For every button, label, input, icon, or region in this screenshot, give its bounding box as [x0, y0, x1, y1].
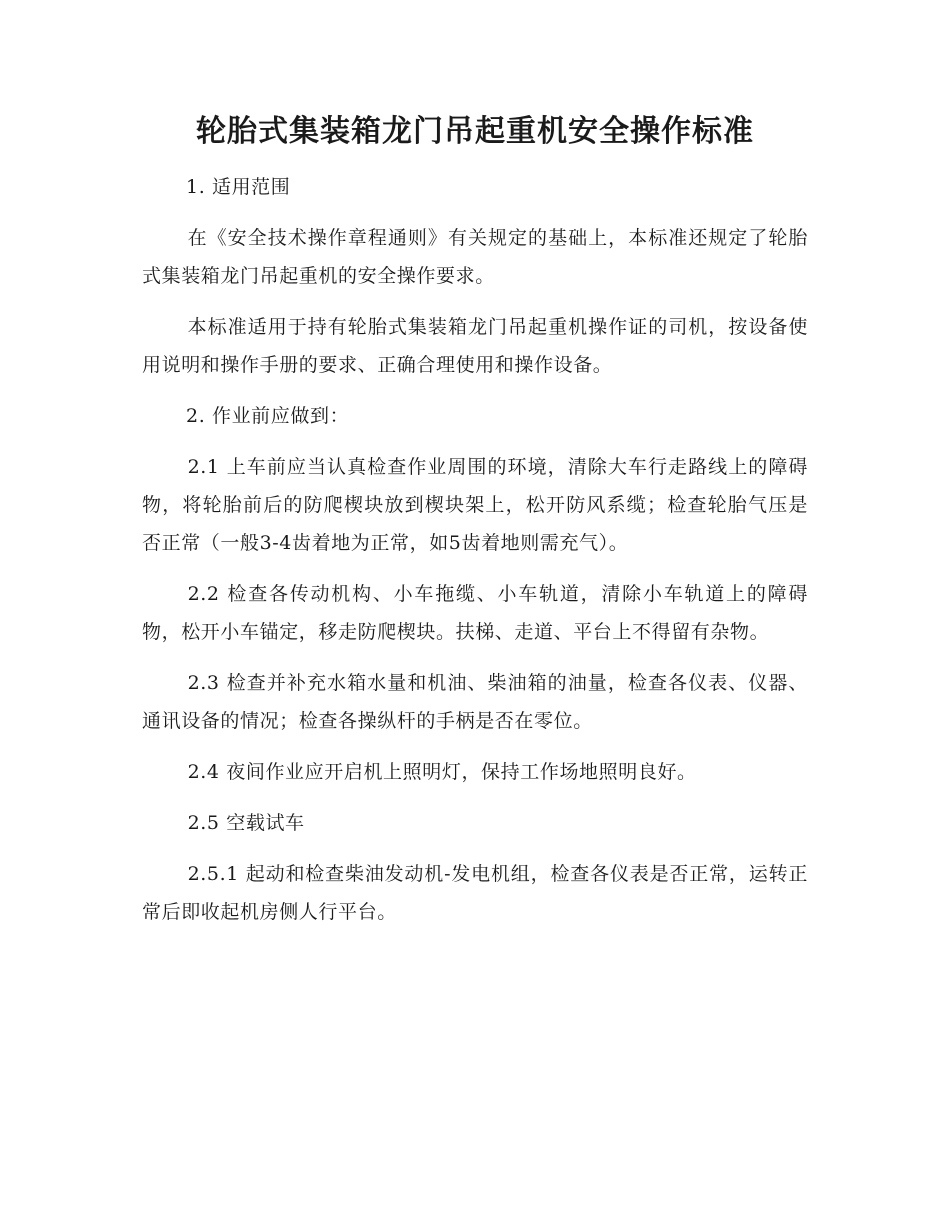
paragraph-2-4: 2.4 夜间作业应开启机上照明灯，保持工作场地照明良好。 [187, 761, 697, 783]
section-heading-pre-operation: 2. 作业前应做到： [186, 405, 350, 427]
paragraph-2-2: 2.2 检查各传动机构、小车拖缆、小车轨道，清除小车轨道上的障碍物，松开小车锚定，移走防爬楔块。扶梯、走道、平台上不得留有杂物。 [142, 583, 808, 643]
paragraph: 在《安全技术操作章程通则》有关规定的基础上，本标准还规定了轮胎式集装箱龙门吊起重机的安全操作要求。 [142, 227, 808, 287]
paragraph-2-1: 2.1 上车前应当认真检查作业周围的环境，清除大车行走路线上的障碍物，将轮胎前后的防爬楔块放到楔块架上，松开防风系缆；检查轮胎气压是否正常（一般3-4齿着地为正常，如5齿着地则需充气）。 [142, 456, 808, 554]
document-body [142, 168, 808, 944]
paragraph-2-5: 2.5 空载试车 [187, 812, 305, 834]
document-title: 轮胎式集装箱龙门吊起重机安全操作标准 [196, 114, 754, 149]
section-heading-scope: 1. 适用范围 [186, 176, 291, 198]
paragraph: 本标准适用于持有轮胎式集装箱龙门吊起重机操作证的司机，按设备使用说明和操作手册的要求、正确合理使用和操作设备。 [142, 316, 808, 376]
paragraph-2-5-1: 2.5.1 起动和检查柴油发动机-发电机组，检查各仪表是否正常，运转正常后即收起机房侧人行平台。 [142, 863, 808, 923]
paragraph-2-3: 2.3 检查并补充水箱水量和机油、柴油箱的油量，检查各仪表、仪器、通讯设备的情况；检查各操纵杆的手柄是否在零位。 [142, 672, 808, 732]
